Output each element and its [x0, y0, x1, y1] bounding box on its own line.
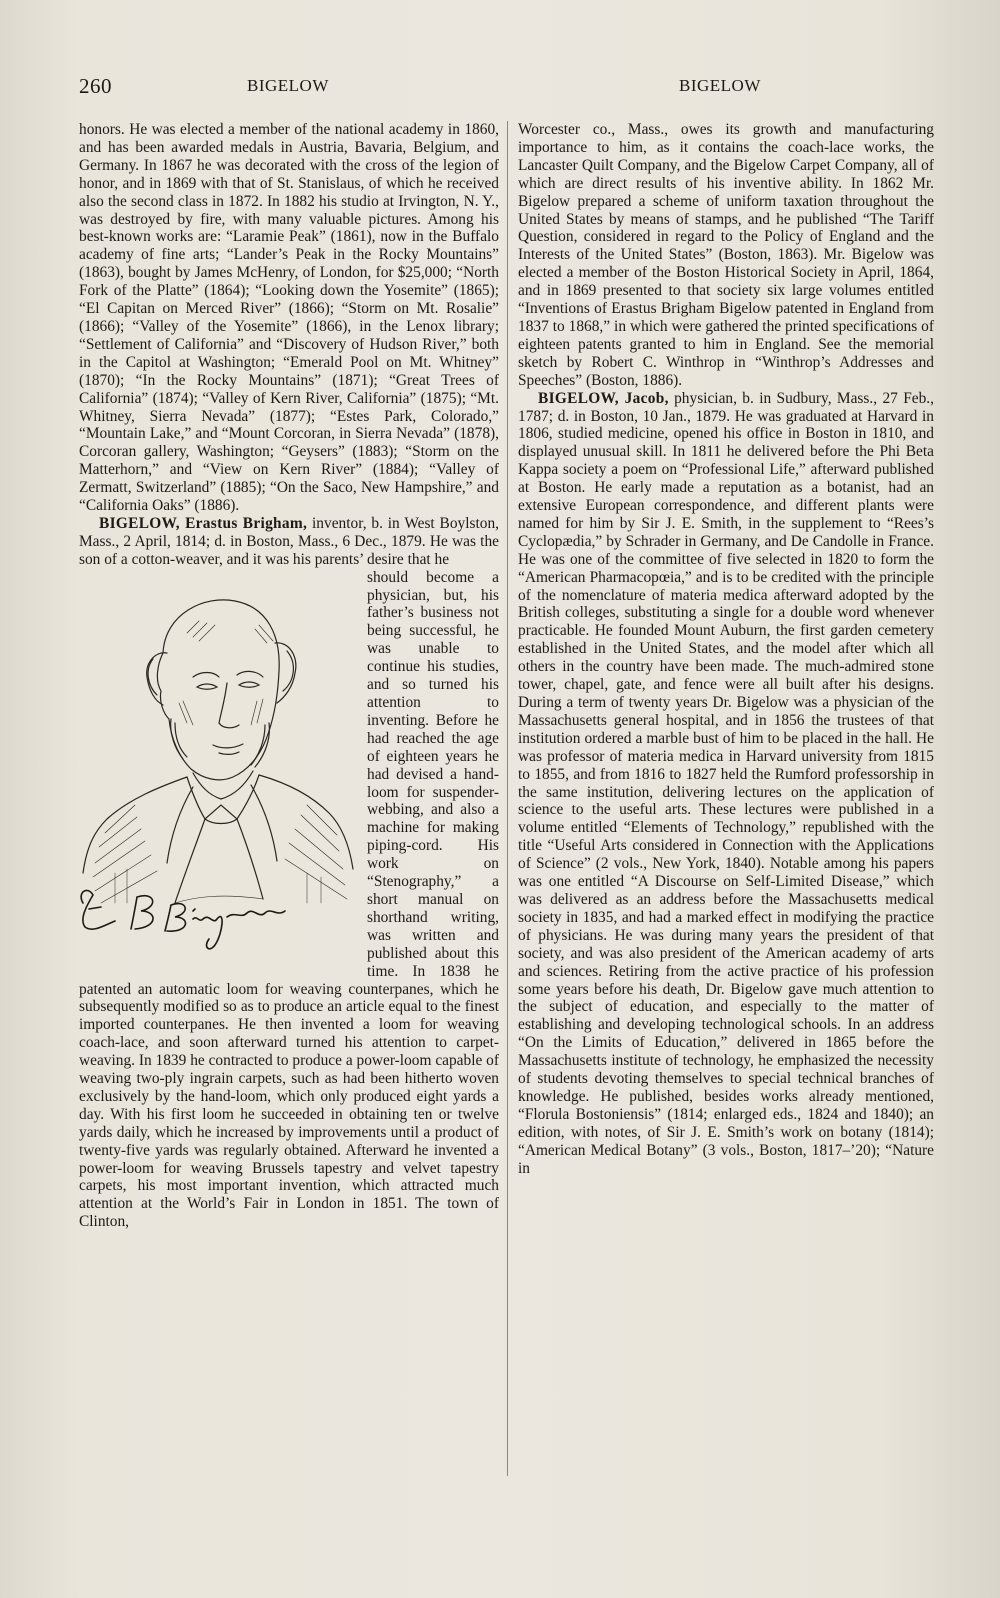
- right-running-head: BIGELOW: [679, 76, 761, 95]
- paragraph-bierstadt-continued: honors. He was elected a member of the national academy in 1860, and has been awarded medals in Austria, Bavaria, Belgium, and Germany. In 1867 he was decorated with the cross of the legion of honor, and in 1869 with that of St. Stanislaus, of which he received also the second class in 1872. In 1882 his studio at Irvington, N. Y., was destroyed by fire, with many valuable pictures. Among his best-known works are: “Laramie Peak” (1861), now in the Buffalo academy of fine arts; “Lander’s Peak in the Rocky Mountains” (1863), bought by James McHenry, of London, for $25,000; “North Fork of the Platte” (1864); “Looking down the Yosemite” (1865); “El Capitan on Merced River” (1866); “Storm on Mt. Rosalie” (1866); “Valley of the Yosemite” (1866), in the Lenox library; “Settlement of California” and “Discovery of Hudson River,” both in the Capitol at Washington; “Emerald Pool on Mt. Whitney” (1870); “In the Rocky Mountains” (1871); “Great Trees of California” (1874); “Valley of Kern River, California” (1875); “Mt. Whitney, Sierra Nevada” (1877); “Estes Park, Colorado,” “Mountain Lake,” and “Mount Corcoran, in Sierra Nevada” (1878), Corcoran gallery, Washington; “Geysers” (1883); “Storm on the Matterhorn,” and “View on Kern River” (1884); “Valley of Zermatt, Switzerland” (1885); “On the Saco, New Hampshire,” and “California Oaks” (1886).: [79, 121, 499, 515]
- portrait-illustration: [75, 573, 359, 975]
- left-running-head: BIGELOW: [247, 76, 329, 95]
- entry-text: inventor, b. in West Boylston, Mass., 2 April, 1814; d. in Boston, Mass., 6 Dec., 1879. He was the son of a cotton-weaver, and it was his parents’ desire that he: [79, 514, 499, 568]
- entry-text: physician, b. in Sudbury, Mass., 27 Feb., 1787; d. in Boston, 10 Jan., 1879. He was graduated at Harvard in 1806, studied medicine, opened his office in Boston in 1810, and displayed unusual skill. In 1811 he delivered before the Phi Beta Kappa society a poem on “Professional Life,” afterward published at Boston. He early made a reputation as a botanist, had an extensive European correspondence, and different plants were named for him by Sir J. E. Smith, in the supplement to “Rees’s Cyclopædia,” by Schrader in Germany, and De Candolle in France. He was one of the committee of five selected in 1820 to form the “American Pharmacopœia,” and is to be credited with the principle of the nomenclature of materia medica afterward adopted by the British colleges, substituting a single for a double word whenever practicable. He founded Mount Auburn, the first garden cemetery established in the United States, and the model after which all others in the country have been made. The much-admired stone tower, chapel, gate, and fence were all built after his designs. During a term of twenty years Dr. Bigelow was a physician of the Massachusetts general hospital, and in 1856 the trustees of that institution ordered a marble bust of him to be placed in the hall. He was professor of materia medica in Harvard university from 1815 to 1855, and from 1816 to 1827 held the Rumford professorship in the same institution, delivering lectures on the application of science to the useful arts. These lectures were published in a volume entitled “Elements of Technology,” republished with the title “Useful Arts considered in Connection with the Applications of Science” (2 vols., New York, 1840). Notable among his papers was one entitled “A Discourse on Self-Limited Disease,” which was delivered as an address before the Massachusetts medical society in 1835, and had a marked effect in modifying the practice of physicians. He was during many years the president of that society, and was also president of the American academy of arts and sciences. Retiring from the active practice of his profession some years before his death, Dr. Bigelow gave much attention to the subject of education, and especially to the matter of establishing and developing technological schools. In an address “On the Limits of Education,” delivered in 1865 before the Massachusetts institute of technology, he emphasized the necessity of students devoting themselves to special technical branches of knowledge. He published, besides works already mentioned, “Florula Bostoniensis” (1814; enlarged eds., 1824 and 1840); an edition, with notes, of Sir J. E. Smith’s work on botany (1814); “American Medical Botany” (3 vols., Boston, 1817–’20); “Nature in: [518, 389, 934, 1177]
- right-column: [518, 121, 934, 1177]
- page-number: 260: [79, 74, 112, 98]
- signature-image: [81, 890, 285, 948]
- entry-jacob-bigelow: [518, 390, 934, 1178]
- entry-erastus-bigelow-continued: should become a physician, but, his father’s business not being successful, he was unable to continue his studies, and so turned his attention to inventing. Before he had reached the age of eighteen years he had devised a hand-loom for suspender-webbing, and also a machine for making piping-cord. His work on “Stenography,” a short manual on shorthand writing, was written and published about this time. In 1838 he patented an automatic loom for weaving counterpanes, which he subsequently modified so as to produce an article equal to the finest imported counterpanes. He then invented a loom for weaving coach-lace, and soon afterward turned his attention to carpet-weaving. In 1839 he contracted to produce a power-loom capable of weaving two-ply ingrain carpets, such as had been hitherto woven exclusively by the hand-loom, which only produced eight yards a day. With his first loom he succeeded in obtaining ten or twelve yards daily, which he increased by improvements until a product of twenty-five yards was regularly obtained. Afterward he invented a power-loom for weaving Brussels tapestry and velvet tapestry carpets, his most important invention, which attracted much attention at the World’s Fair in London in 1851. The town of Clinton,: [79, 568, 499, 1231]
- entry-headword: BIGELOW, Jacob,: [538, 389, 669, 407]
- column-rule: [507, 121, 508, 1476]
- paragraph-erastus-bigelow-end: Worcester co., Mass., owes its growth and manufacturing importance to him, as it contains the coach-lace works, the Lancaster Quilt Company, and the Bigelow Carpet Company, all of which are direct results of his inventive ability. In 1862 Mr. Bigelow prepared a scheme of uniform taxation throughout the United States by means of stamps, and he published “The Tariff Question, considered in regard to the Policy of England and the Interests of the United States” (Boston, 1863). Mr. Bigelow was elected a member of the Boston Historical Society in April, 1864, and in 1869 presented to that society six large volumes entitled “Inventions of Erastus Brigham Bigelow patented in England from 1837 to 1868,” in which were gathered the printed specifications of eighteen patents granted to him in England. See the memorial sketch by Robert C. Winthrop in “Winthrop’s Addresses and Speeches” (Boston, 1886).: [518, 121, 934, 389]
- portrait-engraving: [79, 573, 359, 975]
- left-column: [79, 121, 499, 1231]
- entry-headword: BIGELOW, Erastus Brigham,: [99, 514, 308, 532]
- running-header: [79, 74, 779, 102]
- entry-erastus-bigelow-intro: [79, 515, 499, 569]
